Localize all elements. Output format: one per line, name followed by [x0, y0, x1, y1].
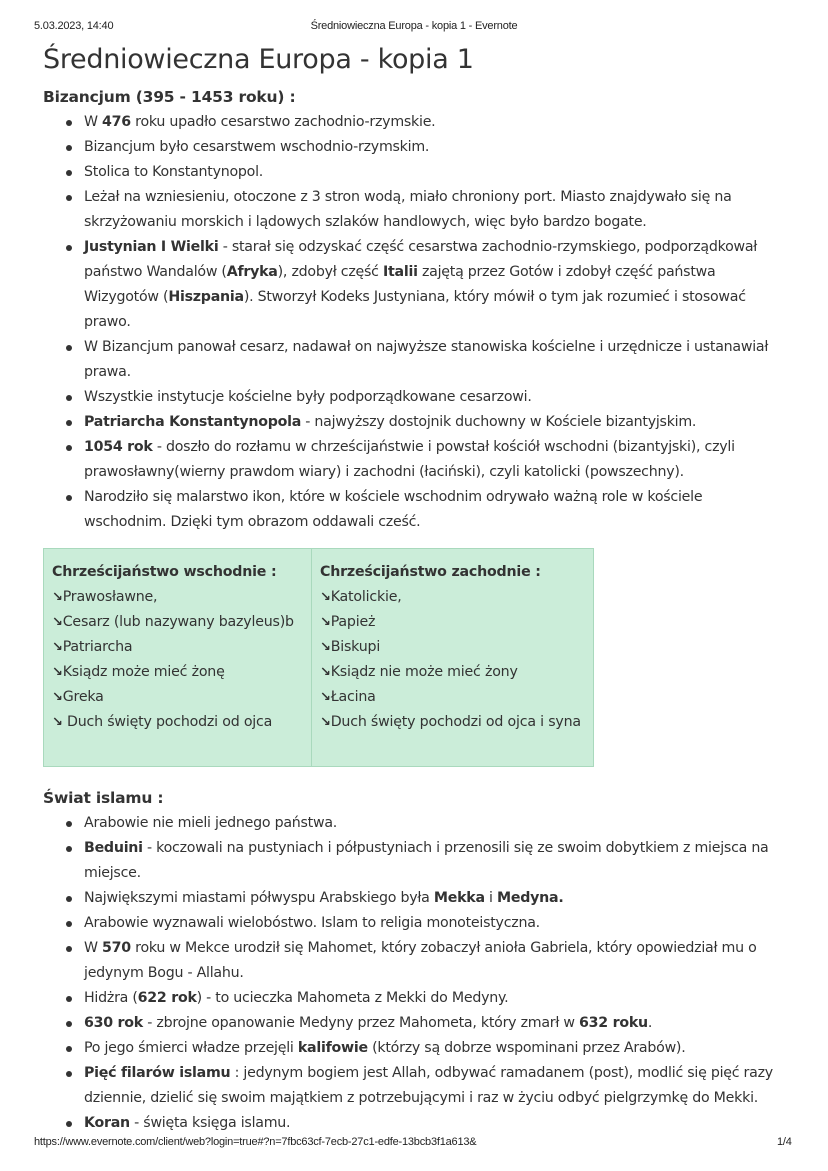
comparison-item: [320, 710, 585, 735]
text-run: (którzy są dobrze wspominani przez Arabów).: [367, 1040, 686, 1056]
bold-text: Hiszpania: [168, 289, 244, 305]
bold-text: Patriarcha Konstantynopola: [84, 414, 302, 430]
comparison-item-text: Łacina: [330, 689, 376, 705]
text-run: ). Stworzył Kodeks Justyniana, który mówił o tym jak rozumieć i stosować prawo.: [84, 289, 746, 330]
list-item: [84, 1061, 783, 1111]
text-run: ) - to ucieczka Mahometa z Mekki do Medyny.: [196, 990, 509, 1006]
text-run: - starał się odzyskać część cesarstwa zachodnio-rzymskiego, podporządkował państwo Wandalów (: [84, 239, 758, 280]
list-item: [84, 410, 783, 435]
comparison-item-text: Greka: [62, 689, 104, 705]
list-item: [84, 811, 783, 836]
arrow-down-right-icon: ↘: [320, 640, 331, 655]
comparison-item-text: Patriarcha: [62, 639, 133, 655]
text-run: ), zdobył część: [277, 264, 383, 280]
text-run: Arabowie nie mieli jednego państwa.: [84, 815, 338, 831]
comparison-item: [52, 685, 303, 710]
bold-text: Italii: [382, 264, 418, 280]
arrow-down-right-icon: ↘: [52, 690, 63, 705]
text-run: Hidżra (: [84, 990, 138, 1006]
bold-text: Beduini: [84, 840, 143, 856]
bold-text: Justynian I Wielki: [84, 239, 219, 255]
comparison-item-text: Duch święty pochodzi od ojca: [62, 714, 273, 730]
bold-text: 570: [102, 940, 131, 956]
islam-bullet-list: [43, 811, 783, 1136]
text-run: - święta księga islamu.: [129, 1115, 291, 1131]
text-run: - zbrojne opanowanie Medyny przez Mahometa, który zmarł w: [142, 1015, 580, 1031]
bold-text: Medyna.: [497, 890, 564, 906]
eastern-christianity-heading: Chrześcijaństwo wschodnie :: [52, 564, 277, 580]
text-run: roku upadło cesarstwo zachodnio-rzymskie.: [130, 114, 436, 130]
list-item: [84, 886, 783, 911]
text-run: roku w Mekce urodził się Mahomet, który zobaczył anioła Gabriela, który opowiedział mu o jedynym Bogu - Allahu.: [84, 940, 757, 981]
comparison-item: [320, 610, 585, 635]
section-heading-islam: Świat islamu :: [43, 789, 164, 807]
text-run: W: [84, 114, 103, 130]
bold-text: Pięć filarów islamu: [84, 1065, 231, 1081]
bold-text: 1054 rok: [84, 439, 153, 455]
comparison-item: [320, 685, 585, 710]
comparison-item: [52, 635, 303, 660]
text-run: W Bizancjum panował cesarz, nadawał on najwyższe stanowiska kościelne i urzędnicze i ustanawiał prawa.: [84, 339, 769, 380]
comparison-item-text: Papież: [330, 614, 376, 630]
eastern-christianity-column: [44, 549, 312, 767]
comparison-item-text: Biskupi: [330, 639, 381, 655]
bold-text: Mekka: [433, 890, 485, 906]
text-run: Wszystkie instytucje kościelne były podporządkowane cesarzowi.: [84, 389, 532, 405]
print-page-title: Średniowieczna Europa - kopia 1 - Evernote: [310, 20, 518, 32]
arrow-down-right-icon: ↘: [320, 590, 331, 605]
text-run: Po jego śmierci władze przejęli: [84, 1040, 298, 1056]
page-number: 1/4: [777, 1136, 792, 1148]
bold-text: Afryka: [226, 264, 278, 280]
byzantium-bullet-list: [43, 110, 783, 535]
text-run: Bizancjum było cesarstwem wschodnio-rzymskim.: [84, 139, 430, 155]
arrow-down-right-icon: ↘: [320, 690, 331, 705]
text-run: .: [647, 1015, 653, 1031]
section-heading-byzantium: Bizancjum (395 - 1453 roku) :: [43, 88, 296, 106]
comparison-item-text: Ksiądz może mieć żonę: [62, 664, 225, 680]
list-item: [84, 160, 783, 185]
list-item: [84, 911, 783, 936]
text-run: - najwyższy dostojnik duchowny w Kościele bizantyjskim.: [301, 414, 697, 430]
note-title: Średniowieczna Europa - kopia 1: [43, 44, 474, 75]
western-christianity-items: [320, 585, 585, 735]
comparison-item: [320, 635, 585, 660]
list-item: [84, 135, 783, 160]
list-item: [84, 936, 783, 986]
text-run: - doszło do rozłamu w chrześcijaństwie i powstał kościół wschodni (bizantyjski), czyli prawosławny(wierny prawdom wiary) i zachodni (łaciński), czyli katolicki (powszechny).: [84, 439, 735, 480]
text-run: Leżał na wzniesieniu, otoczone z 3 stron wodą, miało chroniony port. Miasto znajdywało się na skrzyżowaniu morskich i lądowych szlaków handlowych, więc było bardzo bogate.: [84, 189, 732, 230]
text-run: : jedynym bogiem jest Allah, odbywać ramadanem (post), modlić się pięć razy dziennie, dzielić się swoim majątkiem z potrzebującymi i raz w życiu odbyć pielgrzymkę do Mekki.: [84, 1065, 773, 1106]
text-run: i: [484, 890, 497, 906]
arrow-down-right-icon: ↘: [52, 640, 63, 655]
list-item: [84, 986, 783, 1011]
bold-text: 632 roku: [579, 1015, 648, 1031]
western-christianity-column: [312, 549, 594, 767]
text-run: Stolica to Konstantynopol.: [84, 164, 264, 180]
print-date: 5.03.2023, 14:40: [34, 20, 114, 32]
bold-text: 622 rok: [137, 990, 197, 1006]
text-run: Arabowie wyznawali wielobóstwo. Islam to religia monoteistyczna.: [84, 915, 540, 931]
text-run: zajętą przez Gotów i zdobył część państwa Wizygotów (: [84, 264, 716, 305]
comparison-item: [320, 660, 585, 685]
comparison-item: [52, 660, 303, 685]
list-item: [84, 335, 783, 385]
comparison-item-text: Duch święty pochodzi od ojca i syna: [330, 714, 581, 730]
eastern-christianity-items: [52, 585, 303, 735]
western-christianity-heading: Chrześcijaństwo zachodnie :: [320, 564, 541, 580]
arrow-down-right-icon: ↘: [52, 615, 63, 630]
bold-text: kalifowie: [297, 1040, 368, 1056]
arrow-down-right-icon: ↘: [320, 715, 331, 730]
arrow-down-right-icon: ↘: [320, 615, 331, 630]
comparison-item-text: Prawosławne,: [62, 589, 158, 605]
text-run: - koczowali na pustyniach i półpustyniach i przenosili się ze swoim dobytkiem z miejsca na miejsce.: [84, 840, 769, 881]
list-item: [84, 1036, 783, 1061]
text-run: Największymi miastami półwyspu Arabskiego była: [84, 890, 434, 906]
comparison-item: [52, 585, 303, 610]
arrow-down-right-icon: ↘: [52, 590, 63, 605]
comparison-item-text: Cesarz (lub nazywany bazyleus)b: [62, 614, 294, 630]
list-item: [84, 836, 783, 886]
arrow-down-right-icon: ↘: [320, 665, 331, 680]
comparison-item-text: Katolickie,: [330, 589, 402, 605]
comparison-item: [320, 585, 585, 610]
comparison-item-text: Ksiądz nie może mieć żony: [330, 664, 518, 680]
bold-text: 630 rok: [84, 1015, 143, 1031]
bold-text: 476: [102, 114, 131, 130]
print-url: https://www.evernote.com/client/web?login=true#?n=7fbc63cf-7ecb-27c1-edfe-13bcb3f1a613&: [34, 1136, 477, 1148]
list-item: [84, 235, 783, 335]
list-item: [84, 385, 783, 410]
arrow-down-right-icon: ↘: [52, 665, 63, 680]
text-run: W: [84, 940, 103, 956]
text-run: Narodziło się malarstwo ikon, które w kościele wschodnim odrywało ważną role w kościele wschodnim. Dzięki tym obrazom oddawali cześć.: [84, 489, 703, 530]
arrow-down-right-icon: ↘: [52, 715, 63, 730]
list-item: [84, 1011, 783, 1036]
list-item: [84, 435, 783, 485]
list-item: [84, 1111, 783, 1136]
comparison-item: [52, 710, 303, 735]
comparison-item: [52, 610, 303, 635]
bold-text: Koran: [84, 1115, 130, 1131]
list-item: [84, 485, 783, 535]
christianity-comparison-table: [43, 548, 594, 767]
note-body: [43, 40, 783, 1136]
list-item: [84, 110, 783, 135]
list-item: [84, 185, 783, 235]
